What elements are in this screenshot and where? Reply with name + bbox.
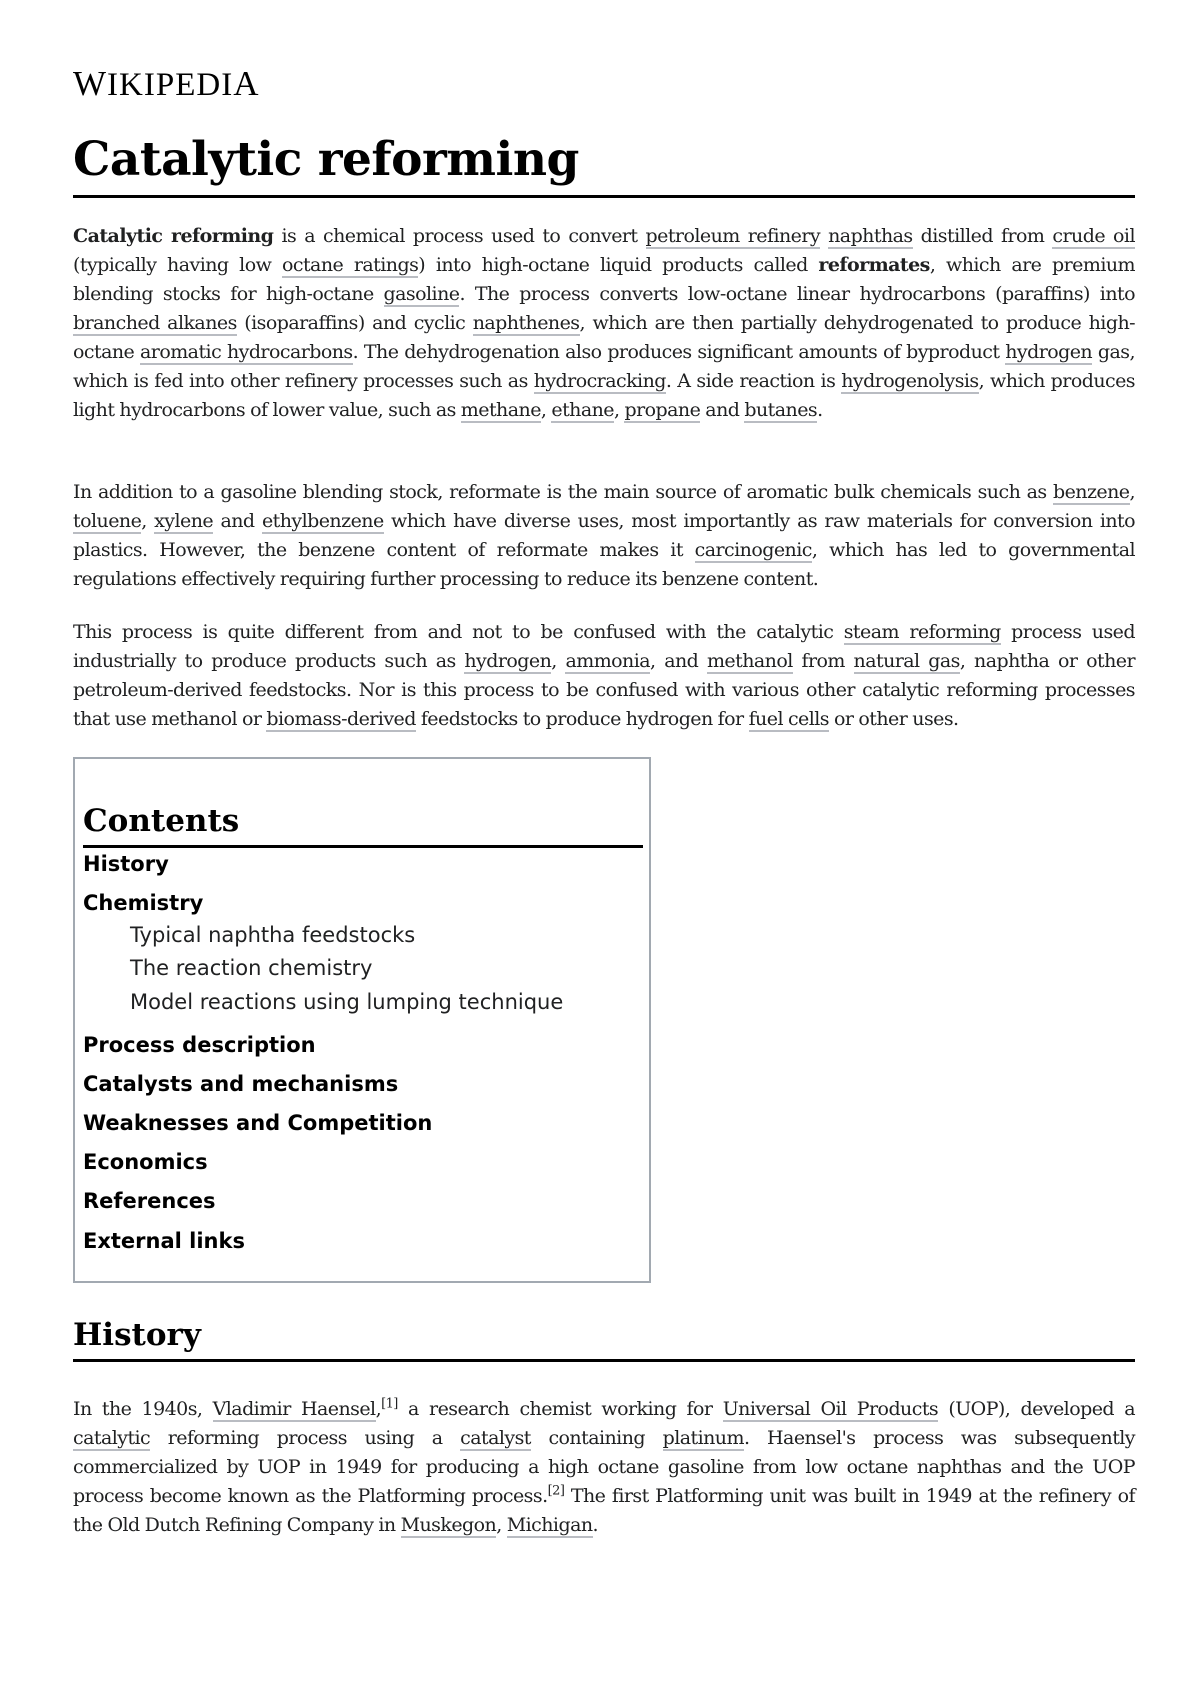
intro-paragraph-3: This process is quite different from and not to be confused with the catalytic steam reforming process used industrially to produce products such as hydrogen, ammonia, and methanol from natural gas, naphtha or other petroleum-derived feedstocks. Nor is this process to be confused with various other catalytic reforming processes that use methanol or biomass-derived feedstocks to produce hydrogen for fuel cells or other uses. — [73, 621, 1135, 730]
inline-link[interactable]: ethane — [551, 399, 614, 421]
inline-link[interactable]: petroleum refinery — [645, 225, 821, 247]
toc-entry[interactable]: Catalysts and mechanisms — [83, 1072, 399, 1096]
inline-link[interactable]: hydrogen — [1005, 341, 1093, 363]
inline-link[interactable]: natural gas — [853, 650, 960, 672]
intro-paragraph-2: In addition to a gasoline blending stock, reformate is the main source of aromatic bulk chemicals such as benzene, toluene, xylene and ethylbenzene which have diverse uses, most importantly as raw materials for conversion into plastics. However, the benzene content of reformate makes it carcinogenic, which has led to governmental regulations effectively requiring further processing to reduce its benzene content. — [73, 481, 1136, 590]
inline-link[interactable]: hydrogenolysis — [841, 370, 979, 392]
toc-entry[interactable]: History — [83, 852, 169, 876]
inline-link[interactable]: crude oil — [1052, 225, 1135, 247]
toc-entry[interactable]: Process description — [83, 1033, 316, 1057]
table-of-contents — [73, 757, 651, 1283]
inline-link[interactable]: platinum — [662, 1427, 744, 1449]
inline-link[interactable]: catalyst — [460, 1427, 531, 1449]
toc-entry[interactable]: External links — [83, 1229, 245, 1253]
inline-link[interactable]: steam reforming — [843, 621, 1001, 643]
inline-link[interactable]: ethylbenzene — [261, 510, 384, 532]
toc-entry[interactable]: Weaknesses and Competition — [83, 1111, 433, 1135]
inline-link[interactable]: biomass-derived — [266, 708, 416, 730]
inline-link[interactable]: Universal Oil Products — [722, 1398, 939, 1420]
inline-link[interactable]: Vladimir Haensel — [212, 1398, 376, 1420]
inline-link[interactable]: fuel cells — [748, 708, 829, 730]
inline-link[interactable]: propane — [624, 399, 701, 421]
inline-link[interactable]: hydrogen — [464, 650, 552, 672]
inline-link[interactable]: branched alkanes — [73, 312, 237, 334]
toc-entry[interactable]: Typical naphtha feedstocks — [130, 923, 416, 947]
section-heading-history: History — [73, 1313, 1135, 1362]
inline-link[interactable]: benzene — [1052, 481, 1130, 503]
inline-link[interactable]: aromatic hydrocarbons — [140, 341, 353, 363]
toc-entry[interactable]: Model reactions using lumping technique — [130, 990, 564, 1014]
inline-link[interactable]: methane — [460, 399, 541, 421]
toc-entry[interactable]: Chemistry — [83, 891, 204, 915]
inline-link[interactable]: catalytic — [73, 1427, 151, 1449]
wikipedia-logo[interactable]: WIKIPEDIA — [73, 64, 260, 103]
inline-link[interactable]: Michigan — [506, 1514, 593, 1536]
inline-link[interactable]: butanes — [744, 399, 818, 421]
intro-paragraph-1: Catalytic reforming is a chemical process used to convert petroleum refinery naphthas distilled from crude oil (typically having low octane ratings) into high-octane liquid products called reformates, which are premium blending stocks for high-octane gasoline. The process converts low-octane linear hydrocarbons (paraffins) into branched alkanes (isoparaffins) and cyclic naphthenes, which are then partially dehydrogenated to produce high-octane aromatic hydrocarbons. The dehydrogenation also produces significant amounts of byproduct hydrogen gas, which is fed into other refinery processes such as hydrocracking. A side reaction is hydrogenolysis, which produces light hydrocarbons of lower value, such as methane, ethane, propane and butanes. — [73, 225, 1136, 421]
citation-ref[interactable]: [2] — [547, 1483, 565, 1499]
inline-link[interactable]: octane ratings — [281, 254, 419, 276]
inline-link[interactable]: carcinogenic — [694, 539, 812, 561]
citation-ref[interactable]: [1] — [381, 1396, 398, 1412]
toc-entry[interactable]: References — [83, 1189, 216, 1213]
toc-entry[interactable]: Economics — [83, 1150, 208, 1174]
toc-entry[interactable]: The reaction chemistry — [130, 956, 373, 980]
inline-link[interactable]: xylene — [154, 510, 214, 532]
bold-term: reformates — [818, 254, 930, 276]
inline-link[interactable]: hydrocracking — [533, 370, 666, 392]
inline-link[interactable]: Muskegon — [400, 1514, 497, 1536]
inline-link[interactable]: gasoline — [383, 283, 460, 305]
page-title: Catalytic reforming — [73, 130, 1135, 198]
bold-term: Catalytic reforming — [73, 225, 274, 247]
inline-link[interactable]: methanol — [706, 650, 793, 672]
history-paragraph: In the 1940s, Vladimir Haensel,[1] a research chemist working for Universal Oil Products (UOP), developed a catalytic reforming process using a catalyst containing platinum. Haensel's process was subsequently commercialized by UOP in 1949 for producing a high octane gasoline from low octane naphthas and the UOP process become known as the Platforming process.[2] The first Platforming unit was built in 1949 at the refinery of the Old Dutch Refining Company in Muskegon, Michigan. — [73, 1396, 1136, 1536]
toc-title: Contents — [83, 801, 643, 848]
inline-link[interactable]: naphthas — [828, 225, 913, 247]
inline-link[interactable]: naphthenes — [472, 312, 580, 334]
inline-link[interactable]: toluene — [73, 510, 142, 532]
inline-link[interactable]: ammonia — [565, 650, 651, 672]
